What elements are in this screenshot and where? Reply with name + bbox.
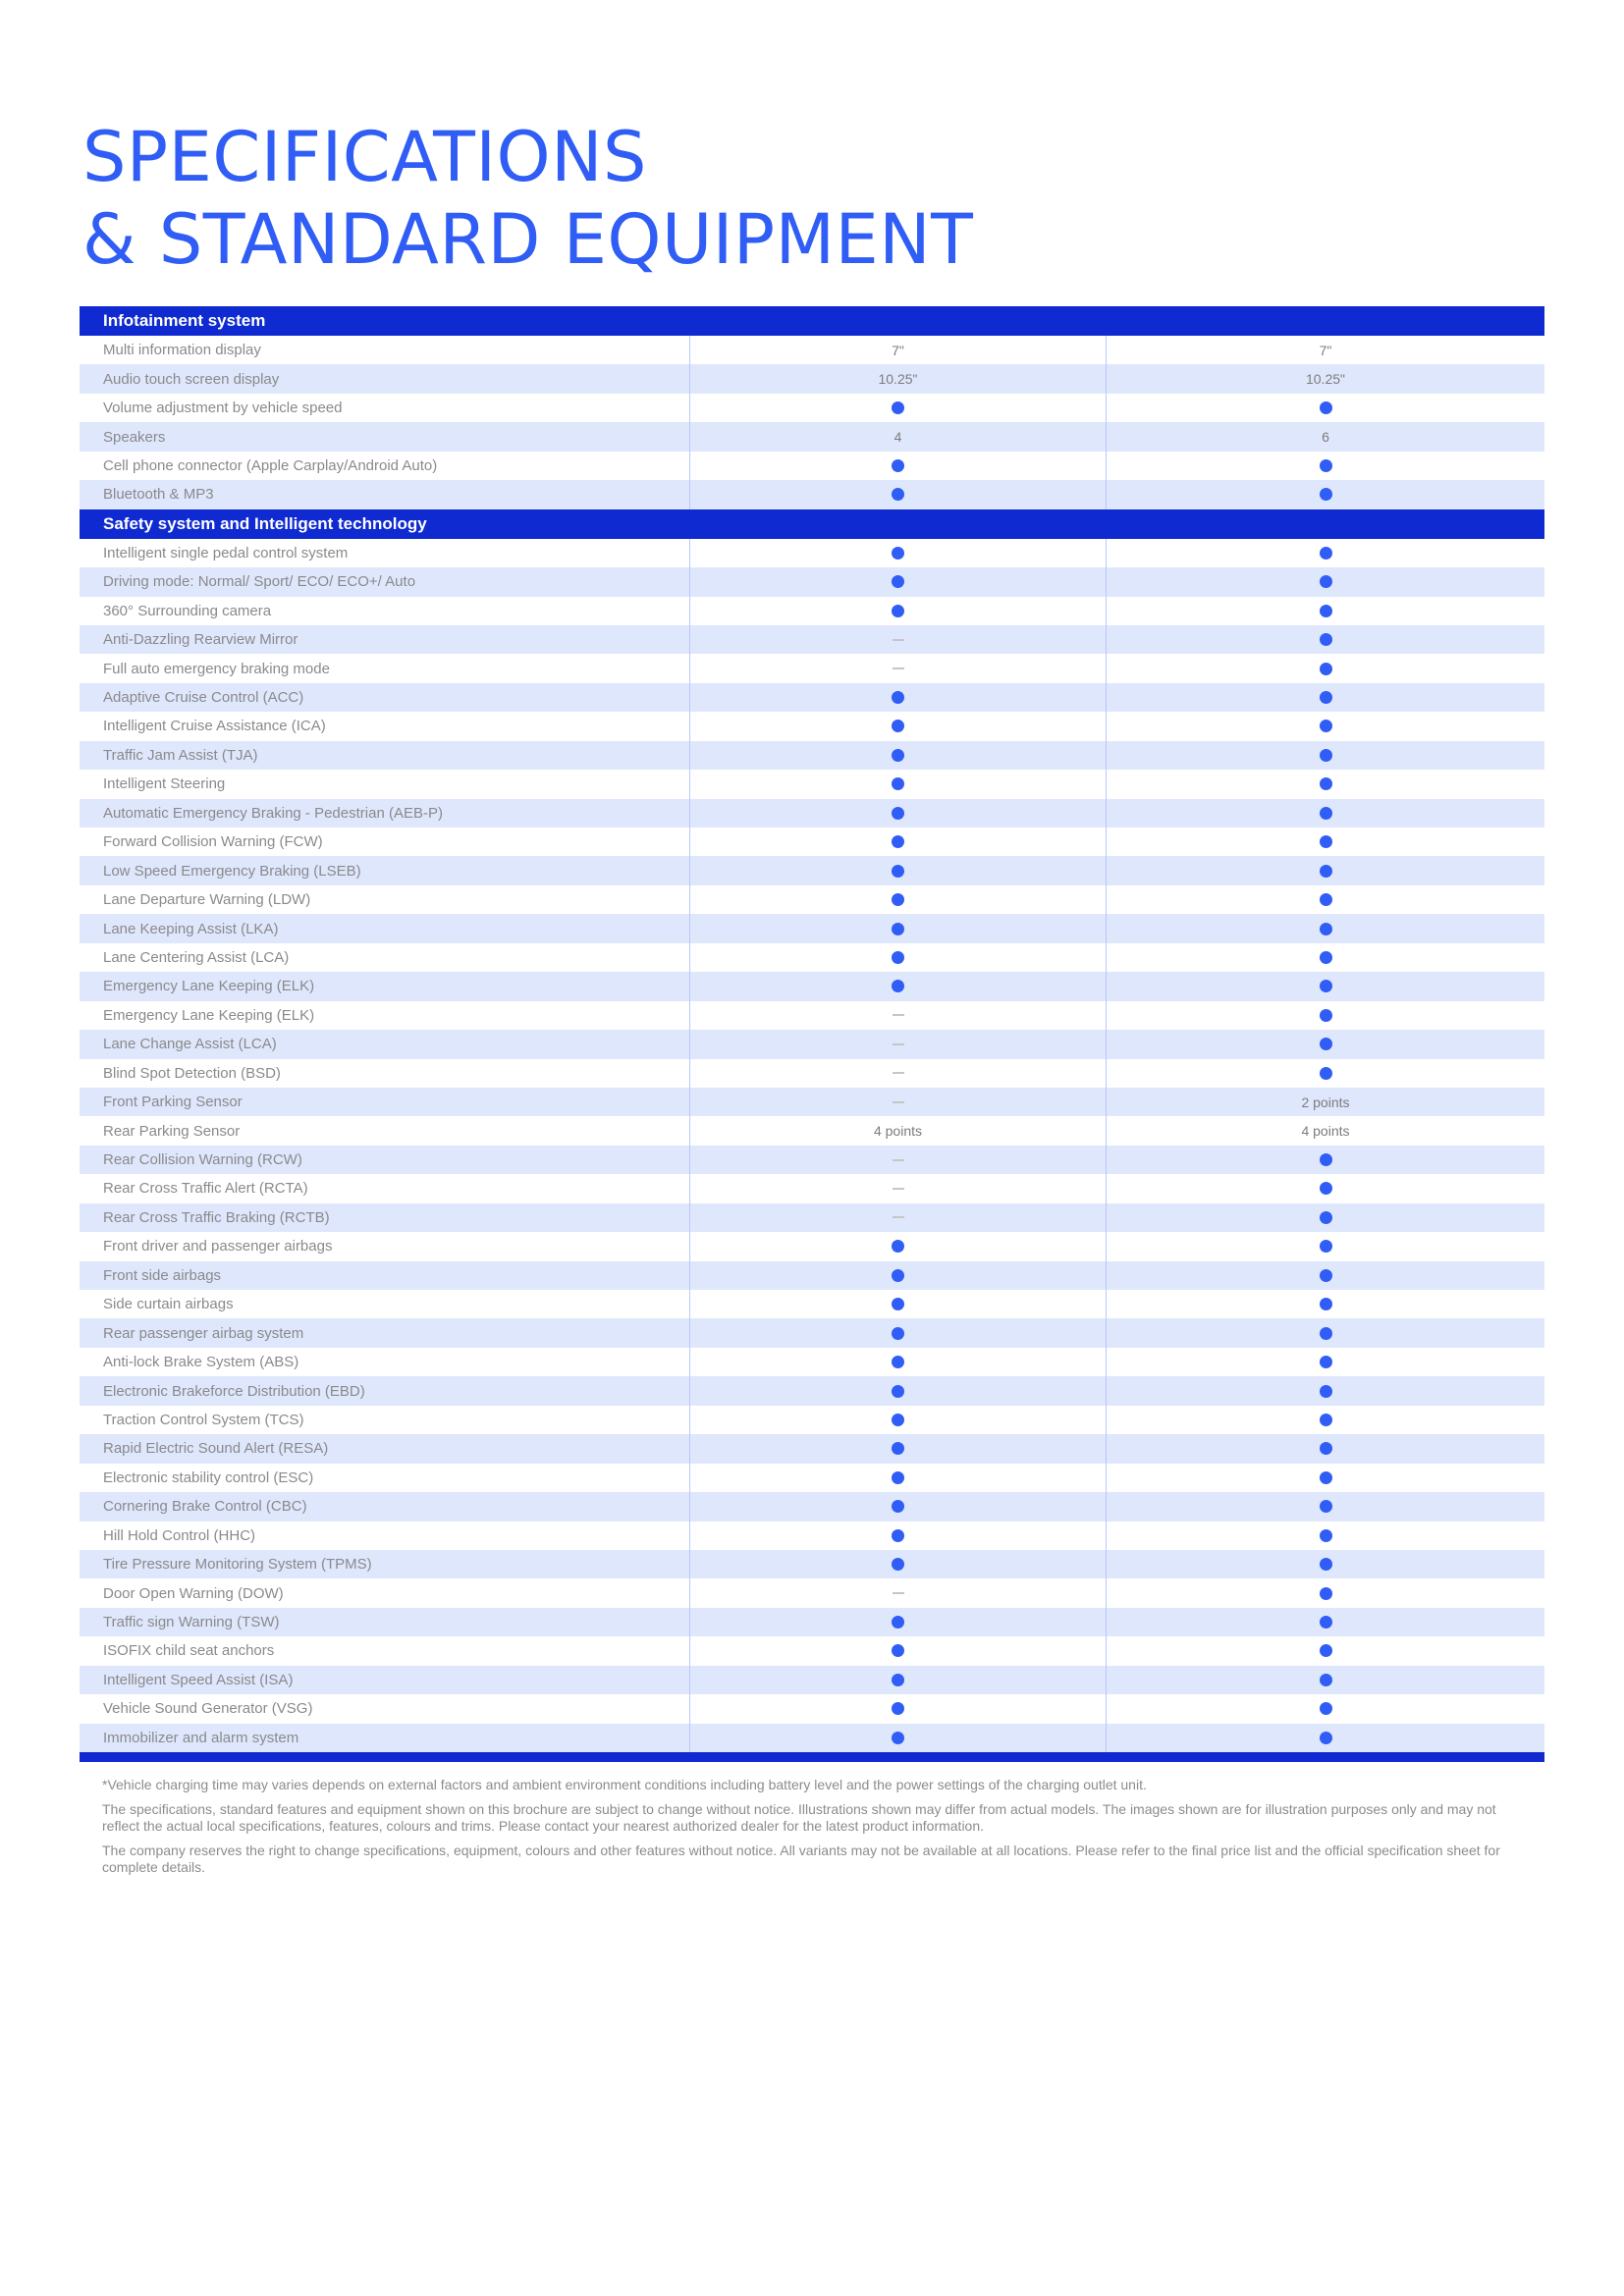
spec-value-variant-a: [690, 914, 1107, 942]
specifications-table: [80, 306, 1544, 1762]
spec-value-variant-b: [1107, 1636, 1544, 1665]
standard-dot-icon: [892, 1644, 904, 1657]
spec-value-variant-b: [1107, 885, 1544, 914]
standard-dot-icon: [1320, 1414, 1332, 1426]
title-line-1: SPECIFICATIONS: [82, 117, 647, 197]
spec-row: [80, 1232, 1544, 1260]
spec-value-variant-a: [690, 741, 1107, 770]
spec-value-variant-a: [690, 1203, 1107, 1232]
spec-value-text: 7": [1319, 342, 1332, 358]
spec-value-variant-a: [690, 1608, 1107, 1636]
spec-row: [80, 1578, 1544, 1607]
title-line-2: & STANDARD EQUIPMENT: [82, 199, 974, 280]
spec-label: Speakers: [80, 422, 690, 451]
standard-dot-icon: [892, 749, 904, 762]
spec-row: [80, 539, 1544, 567]
standard-dot-icon: [1320, 1674, 1332, 1686]
spec-value-variant-a: [690, 597, 1107, 625]
spec-value-variant-a: [690, 452, 1107, 480]
spec-value-variant-b: [1107, 539, 1544, 567]
standard-dot-icon: [892, 807, 904, 820]
spec-value-variant-a: [690, 1116, 1107, 1145]
spec-label: Rear Cross Traffic Alert (RCTA): [80, 1174, 690, 1202]
spec-label: Driving mode: Normal/ Sport/ ECO/ ECO+/ Auto: [80, 567, 690, 596]
spec-row: [80, 1666, 1544, 1694]
spec-value-text: 10.25": [1305, 371, 1345, 388]
standard-dot-icon: [1320, 1616, 1332, 1629]
spec-row: [80, 1290, 1544, 1318]
standard-dot-icon: [1320, 488, 1332, 501]
spec-value-variant-a: [690, 625, 1107, 654]
spec-value-variant-b: [1107, 1550, 1544, 1578]
spec-row: [80, 1203, 1544, 1232]
standard-dot-icon: [892, 401, 904, 414]
spec-label: Front side airbags: [80, 1261, 690, 1290]
spec-row: [80, 972, 1544, 1000]
spec-label: Tire Pressure Monitoring System (TPMS): [80, 1550, 690, 1578]
spec-label: Rear Parking Sensor: [80, 1116, 690, 1145]
spec-value-variant-b: [1107, 712, 1544, 740]
standard-dot-icon: [892, 1674, 904, 1686]
standard-dot-icon: [1320, 633, 1332, 646]
spec-label: Automatic Emergency Braking - Pedestrian (AEB-P): [80, 799, 690, 828]
spec-value-variant-b: [1107, 567, 1544, 596]
spec-value-variant-a: [690, 1261, 1107, 1290]
spec-label: Immobilizer and alarm system: [80, 1724, 690, 1752]
standard-dot-icon: [892, 1269, 904, 1282]
spec-row: [80, 1434, 1544, 1463]
spec-value-variant-a: [690, 1174, 1107, 1202]
not-available-dash-icon: [893, 667, 904, 669]
spec-row: [80, 654, 1544, 682]
spec-value-variant-b: [1107, 394, 1544, 422]
spec-row: [80, 1464, 1544, 1492]
spec-value-variant-b: [1107, 1116, 1544, 1145]
spec-value-variant-a: [690, 799, 1107, 828]
spec-value-variant-a: [690, 1694, 1107, 1723]
spec-label: Traction Control System (TCS): [80, 1406, 690, 1434]
spec-value-variant-b: [1107, 1608, 1544, 1636]
spec-value-text: 2 points: [1301, 1094, 1350, 1110]
spec-value-variant-b: [1107, 1290, 1544, 1318]
spec-row: [80, 480, 1544, 508]
spec-label: Cornering Brake Control (CBC): [80, 1492, 690, 1521]
spec-value-variant-a: [690, 1318, 1107, 1347]
spec-value-variant-a: [690, 943, 1107, 972]
spec-value-variant-b: [1107, 1694, 1544, 1723]
standard-dot-icon: [892, 1240, 904, 1253]
spec-label: Rear passenger airbag system: [80, 1318, 690, 1347]
spec-label: Anti-lock Brake System (ABS): [80, 1348, 690, 1376]
spec-row: [80, 1636, 1544, 1665]
spec-row: [80, 828, 1544, 856]
spec-label: Front Parking Sensor: [80, 1088, 690, 1116]
spec-row: [80, 364, 1544, 393]
spec-label: Full auto emergency braking mode: [80, 654, 690, 682]
spec-label: Bluetooth & MP3: [80, 480, 690, 508]
spec-value-variant-a: [690, 1406, 1107, 1434]
spec-value-variant-a: [690, 972, 1107, 1000]
standard-dot-icon: [1320, 1500, 1332, 1513]
spec-label: Rapid Electric Sound Alert (RESA): [80, 1434, 690, 1463]
spec-value-variant-b: [1107, 1464, 1544, 1492]
spec-label: Emergency Lane Keeping (ELK): [80, 1001, 690, 1030]
spec-value-variant-b: [1107, 336, 1544, 364]
not-available-dash-icon: [893, 1188, 904, 1190]
spec-value-variant-a: [690, 1030, 1107, 1058]
spec-row: [80, 452, 1544, 480]
not-available-dash-icon: [893, 1014, 904, 1016]
spec-row: [80, 1550, 1544, 1578]
standard-dot-icon: [1320, 1211, 1332, 1224]
standard-dot-icon: [892, 547, 904, 560]
spec-value-variant-a: [690, 856, 1107, 884]
standard-dot-icon: [892, 459, 904, 472]
spec-value-variant-a: [690, 683, 1107, 712]
spec-value-variant-a: [690, 1666, 1107, 1694]
spec-label: Vehicle Sound Generator (VSG): [80, 1694, 690, 1723]
spec-value-variant-b: [1107, 1203, 1544, 1232]
spec-value-variant-a: [690, 394, 1107, 422]
standard-dot-icon: [892, 1356, 904, 1368]
spec-value-text: 6: [1322, 429, 1329, 446]
spec-value-variant-b: [1107, 1001, 1544, 1030]
spec-value-variant-a: [690, 1550, 1107, 1578]
standard-dot-icon: [892, 1414, 904, 1426]
spec-label: Intelligent single pedal control system: [80, 539, 690, 567]
spec-value-variant-b: [1107, 597, 1544, 625]
footnotes: [102, 1777, 1536, 1884]
spec-row: [80, 1116, 1544, 1145]
spec-row: [80, 1694, 1544, 1723]
standard-dot-icon: [892, 1442, 904, 1455]
spec-value-variant-b: [1107, 1059, 1544, 1088]
spec-label: Audio touch screen display: [80, 364, 690, 393]
spec-row: [80, 1406, 1544, 1434]
spec-value-variant-b: [1107, 1522, 1544, 1550]
spec-value-variant-b: [1107, 1030, 1544, 1058]
spec-row: [80, 856, 1544, 884]
spec-label: Rear Cross Traffic Braking (RCTB): [80, 1203, 690, 1232]
spec-value-variant-a: [690, 654, 1107, 682]
spec-row: [80, 1030, 1544, 1058]
spec-value-variant-b: [1107, 943, 1544, 972]
standard-dot-icon: [1320, 1529, 1332, 1542]
spec-label: Traffic Jam Assist (TJA): [80, 741, 690, 770]
page-title: [82, 116, 973, 281]
spec-label: Hill Hold Control (HHC): [80, 1522, 690, 1550]
table-bottom-bar: [80, 1752, 1544, 1762]
spec-value-variant-b: [1107, 1724, 1544, 1752]
standard-dot-icon: [1320, 401, 1332, 414]
spec-value-variant-a: [690, 1290, 1107, 1318]
spec-value-variant-b: [1107, 1146, 1544, 1174]
standard-dot-icon: [892, 605, 904, 617]
standard-dot-icon: [892, 835, 904, 848]
spec-value-variant-b: [1107, 914, 1544, 942]
spec-value-variant-b: [1107, 625, 1544, 654]
spec-row: [80, 1261, 1544, 1290]
spec-value-text: 7": [892, 342, 904, 358]
standard-dot-icon: [892, 1529, 904, 1542]
spec-row: [80, 1724, 1544, 1752]
spec-value-variant-a: [690, 1059, 1107, 1088]
spec-label: Blind Spot Detection (BSD): [80, 1059, 690, 1088]
standard-dot-icon: [1320, 893, 1332, 906]
spec-value-variant-a: [690, 1088, 1107, 1116]
not-available-dash-icon: [893, 1592, 904, 1594]
standard-dot-icon: [892, 1500, 904, 1513]
spec-label: Low Speed Emergency Braking (LSEB): [80, 856, 690, 884]
standard-dot-icon: [892, 1702, 904, 1715]
not-available-dash-icon: [893, 1043, 904, 1045]
spec-value-variant-b: [1107, 1232, 1544, 1260]
standard-dot-icon: [892, 691, 904, 704]
spec-label: Forward Collision Warning (FCW): [80, 828, 690, 856]
standard-dot-icon: [892, 980, 904, 992]
spec-value-variant-b: [1107, 452, 1544, 480]
standard-dot-icon: [1320, 1471, 1332, 1484]
standard-dot-icon: [1320, 575, 1332, 588]
spec-row: [80, 799, 1544, 828]
spec-row: [80, 336, 1544, 364]
standard-dot-icon: [1320, 1038, 1332, 1050]
spec-label: Intelligent Steering: [80, 770, 690, 798]
standard-dot-icon: [892, 1732, 904, 1744]
spec-label: Intelligent Cruise Assistance (ICA): [80, 712, 690, 740]
spec-value-variant-b: [1107, 1376, 1544, 1405]
spec-row: [80, 943, 1544, 972]
standard-dot-icon: [1320, 1587, 1332, 1600]
spec-value-variant-b: [1107, 1318, 1544, 1347]
spec-value-variant-b: [1107, 1088, 1544, 1116]
spec-value-variant-a: [690, 422, 1107, 451]
standard-dot-icon: [1320, 1385, 1332, 1398]
spec-value-variant-a: [690, 567, 1107, 596]
standard-dot-icon: [1320, 1702, 1332, 1715]
spec-value-variant-a: [690, 336, 1107, 364]
spec-label: Front driver and passenger airbags: [80, 1232, 690, 1260]
spec-value-variant-a: [690, 770, 1107, 798]
spec-value-text: 10.25": [878, 371, 918, 388]
spec-label: Side curtain airbags: [80, 1290, 690, 1318]
spec-value-variant-b: [1107, 364, 1544, 393]
standard-dot-icon: [1320, 605, 1332, 617]
standard-dot-icon: [1320, 720, 1332, 732]
spec-value-variant-a: [690, 1724, 1107, 1752]
spec-row: [80, 567, 1544, 596]
spec-value-variant-a: [690, 1348, 1107, 1376]
not-available-dash-icon: [893, 1072, 904, 1074]
spec-value-variant-a: [690, 828, 1107, 856]
spec-label: Lane Departure Warning (LDW): [80, 885, 690, 914]
spec-row: [80, 1174, 1544, 1202]
standard-dot-icon: [1320, 1269, 1332, 1282]
standard-dot-icon: [1320, 1298, 1332, 1310]
spec-row: [80, 394, 1544, 422]
spec-value-variant-b: [1107, 1666, 1544, 1694]
spec-value-variant-b: [1107, 770, 1544, 798]
standard-dot-icon: [892, 1327, 904, 1340]
footnote: The company reserves the right to change specifications, equipment, colours and other features without notice. All variants may not be available at all locations. Please refer to the final price list and the official specification sheet for complete details.: [102, 1842, 1500, 1875]
spec-value-variant-a: [690, 1434, 1107, 1463]
spec-value-variant-a: [690, 1522, 1107, 1550]
spec-value-variant-b: [1107, 972, 1544, 1000]
standard-dot-icon: [1320, 1009, 1332, 1022]
spec-label: Door Open Warning (DOW): [80, 1578, 690, 1607]
standard-dot-icon: [1320, 691, 1332, 704]
standard-dot-icon: [1320, 547, 1332, 560]
standard-dot-icon: [892, 865, 904, 878]
spec-value-variant-b: [1107, 1492, 1544, 1521]
standard-dot-icon: [1320, 951, 1332, 964]
spec-label: Anti-Dazzling Rearview Mirror: [80, 625, 690, 654]
standard-dot-icon: [1320, 1182, 1332, 1195]
standard-dot-icon: [892, 923, 904, 935]
spec-value-variant-b: [1107, 1578, 1544, 1607]
spec-label: Electronic Brakeforce Distribution (EBD): [80, 1376, 690, 1405]
standard-dot-icon: [1320, 1067, 1332, 1080]
spec-value-text: 4: [893, 429, 902, 446]
spec-value-variant-b: [1107, 828, 1544, 856]
standard-dot-icon: [892, 893, 904, 906]
standard-dot-icon: [892, 1616, 904, 1629]
spec-value-text: 4 points: [1301, 1123, 1350, 1140]
standard-dot-icon: [892, 777, 904, 790]
spec-row: [80, 885, 1544, 914]
spec-value-variant-a: [690, 885, 1107, 914]
spec-label: Emergency Lane Keeping (ELK): [80, 972, 690, 1000]
standard-dot-icon: [1320, 923, 1332, 935]
spec-value-text: 4 points: [873, 1123, 923, 1140]
standard-dot-icon: [1320, 1153, 1332, 1166]
standard-dot-icon: [1320, 1240, 1332, 1253]
standard-dot-icon: [1320, 1732, 1332, 1744]
spec-value-variant-b: [1107, 1434, 1544, 1463]
spec-value-variant-a: [690, 712, 1107, 740]
spec-row: [80, 1522, 1544, 1550]
spec-label: Lane Keeping Assist (LKA): [80, 914, 690, 942]
spec-value-variant-b: [1107, 1261, 1544, 1290]
spec-value-variant-a: [690, 1376, 1107, 1405]
spec-label: Rear Collision Warning (RCW): [80, 1146, 690, 1174]
section-header: Infotainment system: [80, 306, 1544, 336]
standard-dot-icon: [892, 720, 904, 732]
spec-row: [80, 712, 1544, 740]
spec-row: [80, 597, 1544, 625]
spec-value-variant-b: [1107, 422, 1544, 451]
standard-dot-icon: [892, 951, 904, 964]
not-available-dash-icon: [893, 1216, 904, 1218]
standard-dot-icon: [892, 1471, 904, 1484]
spec-label: ISOFIX child seat anchors: [80, 1636, 690, 1665]
spec-value-variant-a: [690, 1578, 1107, 1607]
spec-value-variant-a: [690, 364, 1107, 393]
standard-dot-icon: [1320, 1558, 1332, 1571]
standard-dot-icon: [1320, 1644, 1332, 1657]
spec-label: Traffic sign Warning (TSW): [80, 1608, 690, 1636]
spec-value-variant-b: [1107, 1174, 1544, 1202]
spec-label: Lane Centering Assist (LCA): [80, 943, 690, 972]
spec-value-variant-b: [1107, 683, 1544, 712]
footnote: The specifications, standard features and equipment shown on this brochure are subject to change without notice. Illustrations shown may differ from actual models. The images shown are for illustration purposes only and may not reflect the actual local specifications, features, colours and trims. Please contact your nearest authorized dealer for the latest product information.: [102, 1801, 1496, 1834]
spec-row: [80, 1348, 1544, 1376]
spec-value-variant-a: [690, 1636, 1107, 1665]
spec-row: [80, 1088, 1544, 1116]
spec-row: [80, 770, 1544, 798]
spec-value-variant-b: [1107, 654, 1544, 682]
standard-dot-icon: [1320, 980, 1332, 992]
standard-dot-icon: [1320, 865, 1332, 878]
standard-dot-icon: [1320, 807, 1332, 820]
standard-dot-icon: [1320, 777, 1332, 790]
spec-row: [80, 1492, 1544, 1521]
spec-value-variant-a: [690, 1001, 1107, 1030]
spec-value-variant-a: [690, 1492, 1107, 1521]
standard-dot-icon: [1320, 1442, 1332, 1455]
spec-value-variant-b: [1107, 480, 1544, 508]
standard-dot-icon: [892, 488, 904, 501]
spec-label: Intelligent Speed Assist (ISA): [80, 1666, 690, 1694]
standard-dot-icon: [1320, 1327, 1332, 1340]
footnote: *Vehicle charging time may varies depends on external factors and ambient environment conditions including battery level and the power settings of the charging outlet unit.: [102, 1777, 1147, 1792]
standard-dot-icon: [1320, 835, 1332, 848]
spec-row: [80, 422, 1544, 451]
spec-value-variant-a: [690, 539, 1107, 567]
spec-row: [80, 1608, 1544, 1636]
standard-dot-icon: [892, 1558, 904, 1571]
spec-value-variant-b: [1107, 856, 1544, 884]
spec-row: [80, 741, 1544, 770]
spec-value-variant-b: [1107, 1348, 1544, 1376]
not-available-dash-icon: [893, 1101, 904, 1103]
not-available-dash-icon: [893, 639, 904, 641]
spec-value-variant-a: [690, 480, 1107, 508]
section-header: Safety system and Intelligent technology: [80, 509, 1544, 539]
standard-dot-icon: [892, 1298, 904, 1310]
spec-value-variant-b: [1107, 799, 1544, 828]
spec-row: [80, 1318, 1544, 1347]
spec-row: [80, 1059, 1544, 1088]
spec-value-variant-a: [690, 1146, 1107, 1174]
spec-value-variant-b: [1107, 741, 1544, 770]
spec-label: 360° Surrounding camera: [80, 597, 690, 625]
spec-value-variant-b: [1107, 1406, 1544, 1434]
standard-dot-icon: [1320, 749, 1332, 762]
spec-label: Electronic stability control (ESC): [80, 1464, 690, 1492]
not-available-dash-icon: [893, 1159, 904, 1161]
spec-row: [80, 1376, 1544, 1405]
standard-dot-icon: [1320, 663, 1332, 675]
spec-label: Lane Change Assist (LCA): [80, 1030, 690, 1058]
spec-value-variant-a: [690, 1464, 1107, 1492]
standard-dot-icon: [1320, 1356, 1332, 1368]
spec-label: Cell phone connector (Apple Carplay/Android Auto): [80, 452, 690, 480]
spec-label: Multi information display: [80, 336, 690, 364]
spec-value-variant-a: [690, 1232, 1107, 1260]
standard-dot-icon: [892, 1385, 904, 1398]
spec-row: [80, 683, 1544, 712]
spec-row: [80, 914, 1544, 942]
spec-label: Volume adjustment by vehicle speed: [80, 394, 690, 422]
spec-label: Adaptive Cruise Control (ACC): [80, 683, 690, 712]
standard-dot-icon: [892, 575, 904, 588]
spec-row: [80, 625, 1544, 654]
spec-row: [80, 1001, 1544, 1030]
standard-dot-icon: [1320, 459, 1332, 472]
spec-row: [80, 1146, 1544, 1174]
